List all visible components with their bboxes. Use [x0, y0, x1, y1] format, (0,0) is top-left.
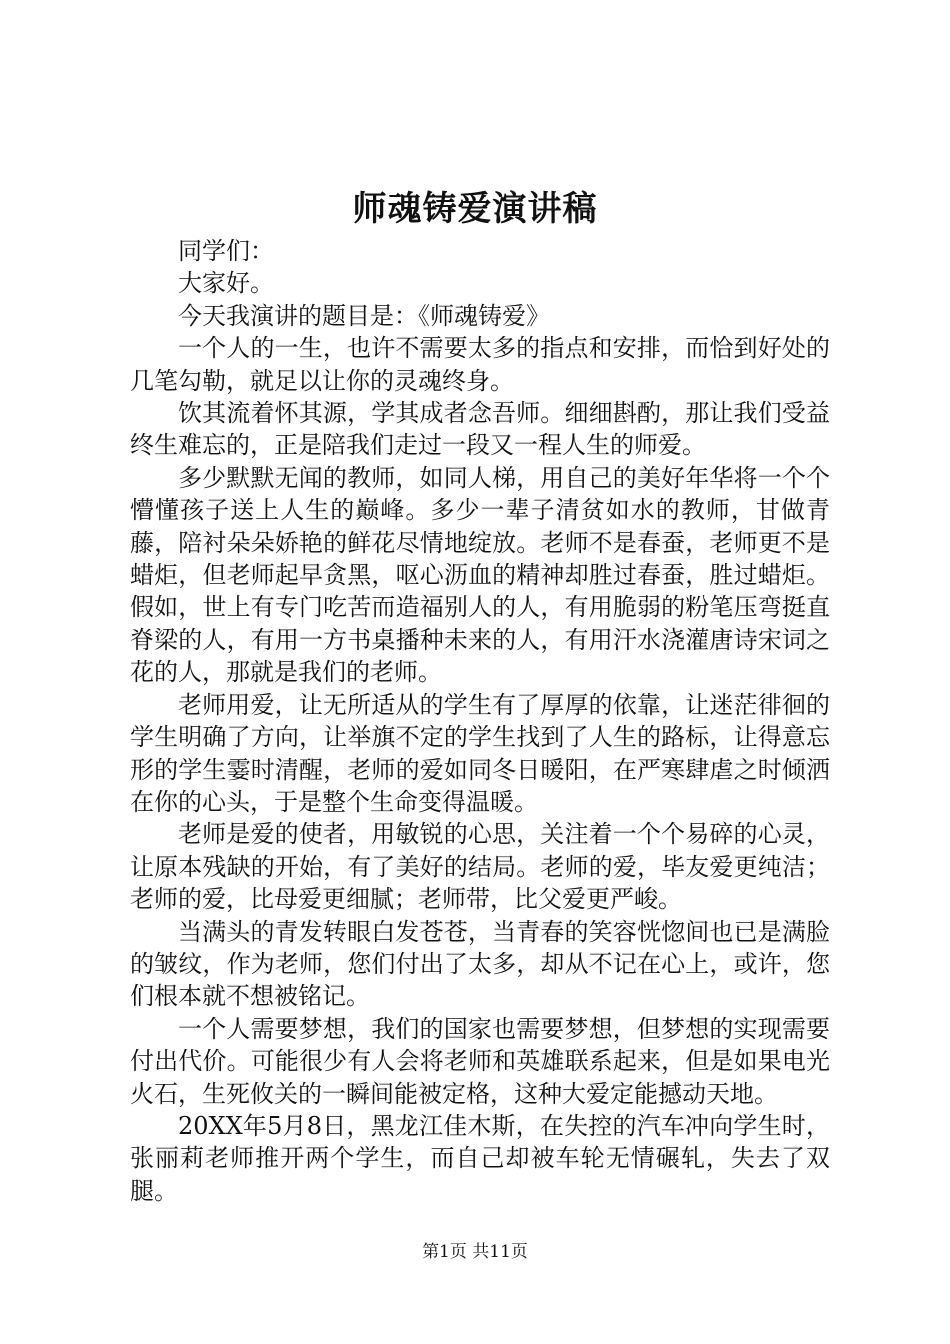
- paragraph: 老师是爱的使者，用敏锐的心思，关注着一个个易碎的心灵，让原本残缺的开始，有了美好的结局。老师的爱，毕友爱更纯洁；老师的爱，比母爱更细腻；老师带，比父爱更严峻。: [130, 820, 830, 914]
- paragraph-hello: 大家好。: [178, 269, 274, 298]
- document-body: [130, 235, 830, 1207]
- paragraph: 多少默默无闻的教师，如同人梯，用自己的美好年华将一个个懵懂孩子送上人生的巅峰。多少一辈子清贫如水的教师，甘做青藤，陪衬朵朵娇艳的鲜花尽情地绽放。老师不是春蚕，老师更不是蜡炬，但老师起早贪黑，呕心沥血的精神却胜过春蚕，胜过蜡炬。假如，世上有专门吃苦而造福别人的人，有用脆弱的粉笔压弯挺直脊梁的人，有用一方书桌播种未来的人，有用汗水浇灌唐诗宋词之花的人，那就是我们的老师。: [130, 463, 830, 687]
- paragraph: 老师用爱，让无所适从的学生有了厚厚的依靠，让迷茫徘徊的学生明确了方向，让举旗不定的学生找到了人生的路标，让得意忘形的学生霎时清醒，老师的爱如同冬日暖阳，在严寒肆虐之时倾洒在你的心头，于是整个生命变得温暖。: [130, 690, 830, 816]
- page-number-footer: 第1页 共11页: [422, 1242, 528, 1262]
- paragraph-topic: 今天我演讲的题目是：《师魂铸爱》: [178, 301, 550, 330]
- paragraph-greeting: 同学们：: [178, 237, 274, 265]
- document-title: 师魂铸爱演讲稿: [352, 189, 598, 229]
- paragraph: 一个人需要梦想，我们的国家也需要梦想，但梦想的实现需要付出代价。可能很少有人会将老师和英雄联系起来，但是如果电光火石，生死攸关的一瞬间能被定格，这种大爱定能撼动天地。: [130, 1014, 830, 1108]
- paragraph: 一个人的一生，也许不需要太多的指点和安排，而恰到好处的几笔勾勒，就足以让你的灵魂终身。: [130, 334, 830, 395]
- paragraph: 饮其流着怀其源，学其成者念吾师。细细斟酌，那让我们受益终生难忘的，正是陪我们走过一段又一程人生的师爱。: [130, 399, 830, 460]
- paragraph: 当满头的青发转眼白发苍苍，当青春的笑容恍惚间也已是满脸的皱纹，作为老师，您们付出了太多，却从不记在心上，或许，您们根本就不想被铭记。: [130, 917, 830, 1011]
- paragraph: 20XX年5月8日，黑龙江佳木斯，在失控的汽车冲向学生时，张丽莉老师推开两个学生，而自己却被车轮无情碾轧，失去了双腿。: [130, 1111, 830, 1205]
